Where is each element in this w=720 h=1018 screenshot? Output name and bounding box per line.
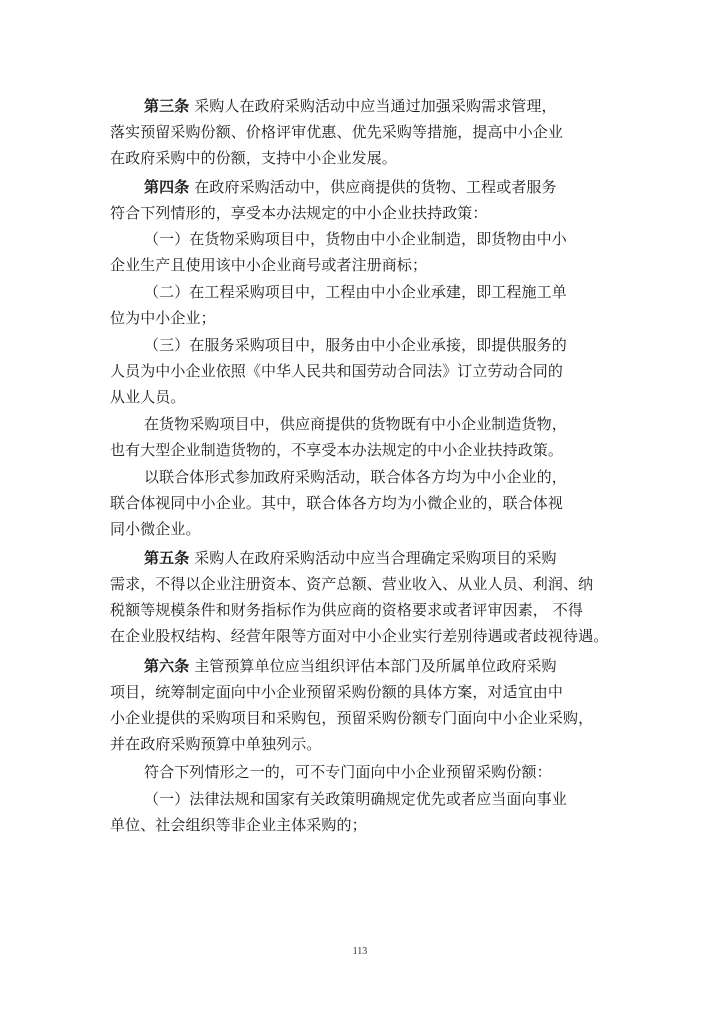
- article4-para2-line3: 同小微企业。: [110, 520, 201, 538]
- article6-heading: 第六条: [144, 657, 190, 675]
- article4-para1-line2: 也有大型企业制造货物的，不享受本办法规定的中小企业扶持政策。: [110, 441, 564, 459]
- article4-item3-line2: 人员为中小企业依照《中华人民共和国劳动合同法》订立劳动合同的: [110, 362, 564, 380]
- article4-item1-line2: 企业生产且使用该中小企业商号或者注册商标；: [110, 256, 428, 274]
- article4-item3-line3: 从业人员。: [110, 388, 186, 406]
- article5-text1: 采购人在政府采购活动中应当合理确定采购项目的采购: [194, 549, 557, 567]
- article4-item2-line1: （二）在工程采购项目中，工程由中小企业承建，即工程施工单: [144, 283, 567, 301]
- article4-heading: 第四条: [144, 178, 190, 196]
- article3-heading: 第三条: [144, 97, 190, 115]
- article6-item1-line1: （一）法律法规和国家有关政策明确规定优先或者应当面向事业: [144, 790, 567, 808]
- article3-line2: 落实预留采购份额、价格评审优惠、优先采购等措施，提高中小企业: [110, 123, 564, 141]
- article5-line3: 税额等规模条件和财务指标作为供应商的资格要求或者评审因素， 不得: [110, 601, 583, 619]
- article5-line4: 在企业股权结构、经营年限等方面对中小企业实行差别待遇或者歧视待遇。: [110, 627, 609, 645]
- article4-line1: [144, 177, 664, 197]
- article6-line3: 小企业提供的采购项目和采购包，预留采购份额专门面向中小企业采购，: [110, 709, 594, 727]
- article6-line1: [144, 656, 664, 676]
- article4-item3-line1: （三）在服务采购项目中，服务由中小企业承接，即提供服务的: [144, 336, 567, 354]
- article4-para1-line1: 在货物采购项目中，供应商提供的货物既有中小企业制造货物，: [144, 415, 567, 433]
- article4-text1: 在政府采购活动中，供应商提供的货物、工程或者服务: [194, 178, 557, 196]
- article5-line2: 需求，不得以企业注册资本、资产总额、营业收入、从业人员、利润、纳: [110, 575, 594, 593]
- article6-line4: 并在政府采购预算中单独列示。: [110, 735, 322, 753]
- article3-line1: [144, 96, 664, 116]
- article5-heading: 第五条: [144, 549, 190, 567]
- article4-para2-line2: 联合体视同中小企业。其中，联合体各方均为小微企业的，联合体视: [110, 494, 564, 512]
- article6-line2: 项目，统筹制定面向中小企业预留采购份额的具体方案，对适宜由中: [110, 683, 564, 701]
- article3-text1: 采购人在政府采购活动中应当通过加强采购需求管理，: [194, 97, 557, 115]
- article6-para1: 符合下列情形之一的，可不专门面向中小企业预留采购份额：: [144, 763, 552, 781]
- article3-line3: 在政府采购中的份额，支持中小企业发展。: [110, 149, 397, 167]
- article4-line2: 符合下列情形的，享受本办法规定的中小企业扶持政策：: [110, 204, 488, 222]
- article6-text1: 主管预算单位应当组织评估本部门及所属单位政府采购: [194, 657, 557, 675]
- page-number: 113: [352, 946, 368, 957]
- article4-item2-line2: 位为中小企业；: [110, 309, 216, 327]
- article4-para2-line1: 以联合体形式参加政府采购活动，联合体各方均为中小企业的，: [144, 468, 567, 486]
- article6-item1-line2: 单位、社会组织等非企业主体采购的；: [110, 816, 367, 834]
- article5-line1: [144, 548, 664, 568]
- article4-item1-line1: （一）在货物采购项目中，货物由中小企业制造，即货物由中小: [144, 230, 567, 248]
